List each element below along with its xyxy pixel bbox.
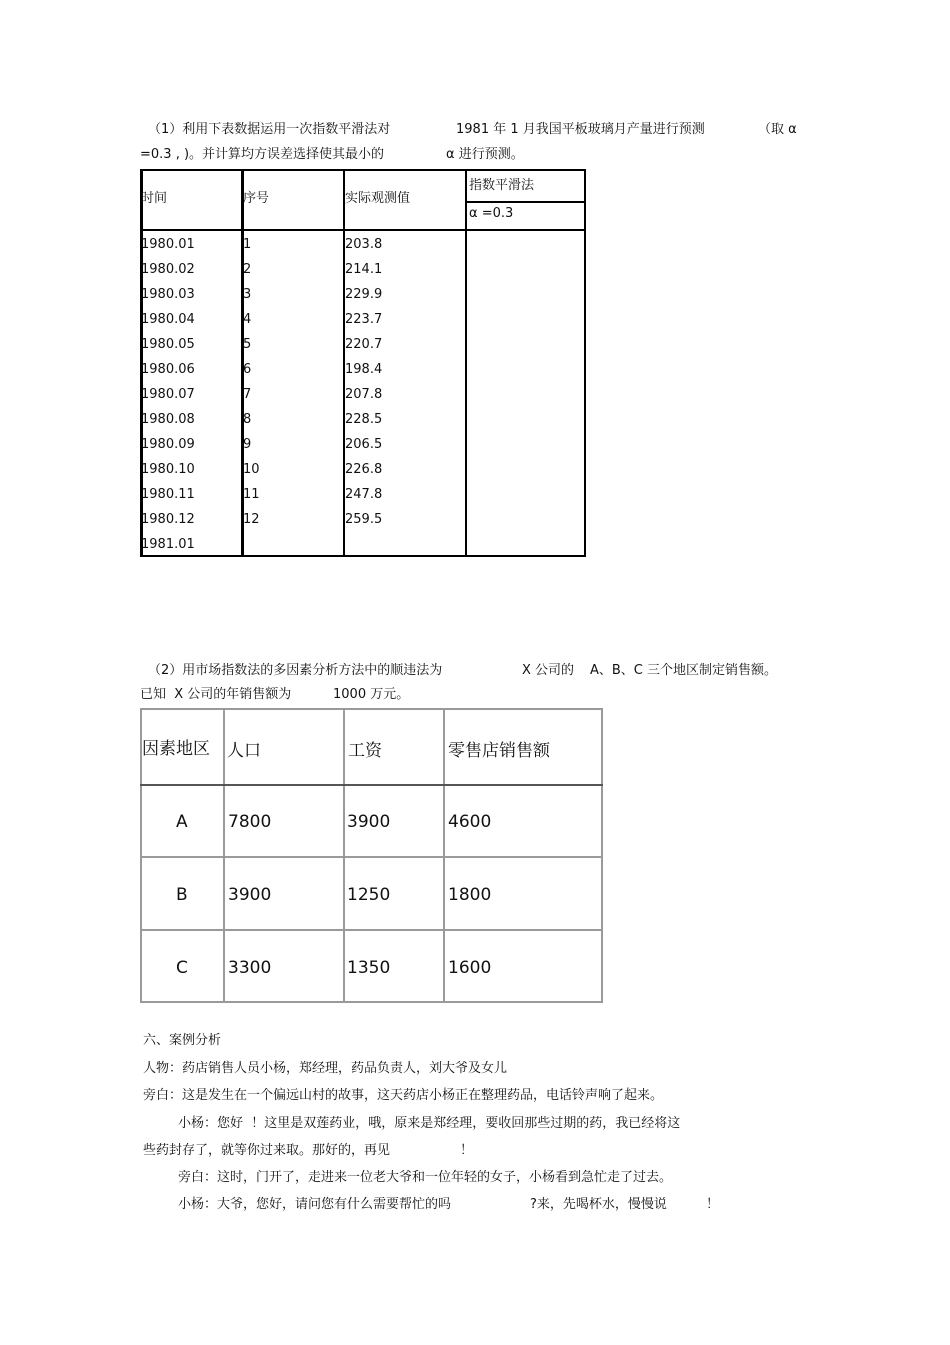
actual-value-cell: 228.5 — [345, 412, 383, 427]
case-dialogue-1b: 些药封存了，就等你过来取。那好的，再见 — [143, 1143, 391, 1158]
time-cell: 1980.10 — [141, 462, 195, 477]
population-cell: 7800 — [228, 812, 272, 832]
actual-value-cell: 223.7 — [345, 312, 383, 327]
seq-cell: 3 — [243, 287, 252, 302]
header-region: 因素地区 — [142, 739, 210, 759]
header-smoothing: 指数平滑法 — [469, 178, 535, 193]
seq-cell: 5 — [243, 337, 252, 352]
actual-value-cell: 207.8 — [345, 387, 383, 402]
header-retail-sales: 零售店销售额 — [448, 741, 550, 761]
seq-cell: 11 — [243, 487, 260, 502]
table-border — [140, 169, 586, 171]
header-population: 人口 — [227, 741, 261, 761]
sales-factor-table — [140, 708, 603, 1003]
case-dialogue-2b: ?来，先喝杯水，慢慢说 — [530, 1197, 667, 1212]
q1-text-line1-a: （1）利用下表数据运用一次指数平滑法对 — [148, 122, 391, 137]
q2-text-line1-c: A、B、C 三个地区制定销售额。 — [590, 663, 778, 678]
time-cell: 1980.01 — [141, 237, 195, 252]
time-cell: 1980.04 — [141, 312, 195, 327]
case-dialogue-2a: 小杨：大爷，您好，请问您有什么需要帮忙的吗 — [178, 1197, 452, 1212]
region-cell: A — [176, 812, 188, 832]
table-border — [140, 229, 586, 231]
header-time: 时间 — [141, 191, 168, 206]
time-cell: 1981.01 — [141, 537, 195, 552]
retail-sales-cell: 1600 — [448, 958, 492, 978]
table-border — [140, 708, 603, 710]
forecast-table — [140, 169, 586, 557]
q2-text-line2-b: 1000 万元。 — [333, 687, 410, 702]
wages-cell: 1350 — [347, 958, 391, 978]
seq-cell: 4 — [243, 312, 252, 327]
actual-value-cell: 220.7 — [345, 337, 383, 352]
time-cell: 1980.09 — [141, 437, 195, 452]
time-cell: 1980.02 — [141, 262, 195, 277]
q2-text-line1-a: （2）用市场指数法的多因素分析方法中的顺违法为 — [148, 663, 443, 678]
case-dialogue-1b-end: ！ — [460, 1143, 474, 1158]
table-border — [465, 201, 586, 203]
time-cell: 1980.12 — [141, 512, 195, 527]
region-cell: C — [176, 958, 188, 978]
seq-cell: 1 — [243, 237, 252, 252]
wages-cell: 3900 — [347, 812, 391, 832]
q2-text-line1-b: X 公司的 — [522, 663, 575, 678]
table-border — [584, 169, 586, 557]
actual-value-cell: 247.8 — [345, 487, 383, 502]
case-title: 六、案例分析 — [143, 1033, 222, 1048]
actual-value-cell: 259.5 — [345, 512, 383, 527]
wages-cell: 1250 — [347, 885, 391, 905]
time-cell: 1980.11 — [141, 487, 195, 502]
header-actual: 实际观测值 — [345, 191, 411, 206]
case-dialogue-1a: 小杨：您好 ！这里是双莲药业，哦，原来是郑经理，要收回那些过期的药，我已经将这 — [178, 1116, 681, 1131]
header-alpha: α =0.3 — [469, 206, 514, 221]
case-dialogue-2-end: ！ — [706, 1197, 720, 1212]
time-cell: 1980.07 — [141, 387, 195, 402]
seq-cell: 10 — [243, 462, 260, 477]
time-cell: 1980.05 — [141, 337, 195, 352]
table-border — [140, 784, 603, 786]
population-cell: 3900 — [228, 885, 272, 905]
time-cell: 1980.08 — [141, 412, 195, 427]
q2-text-line2-a: 已知 X 公司的年销售额为 — [140, 687, 292, 702]
retail-sales-cell: 1800 — [448, 885, 492, 905]
actual-value-cell: 203.8 — [345, 237, 383, 252]
case-characters: 人物：药店销售人员小杨，郑经理，药品负责人，刘大爷及女儿 — [143, 1061, 508, 1076]
seq-cell: 7 — [243, 387, 252, 402]
time-cell: 1980.03 — [141, 287, 195, 302]
seq-cell: 8 — [243, 412, 252, 427]
actual-value-cell: 198.4 — [345, 362, 383, 377]
header-seq: 序号 — [243, 191, 270, 206]
q1-text-line1-b: 1981 年 1 月我国平板玻璃月产量进行预测 — [456, 122, 705, 137]
actual-value-cell: 229.9 — [345, 287, 383, 302]
case-narration-1: 旁白：这是发生在一个偏远山村的故事，这天药店小杨正在整理药品，电话铃声响了起来。 — [143, 1088, 664, 1103]
seq-cell: 12 — [243, 512, 260, 527]
seq-cell: 2 — [243, 262, 252, 277]
seq-cell: 6 — [243, 362, 252, 377]
table-border — [140, 856, 603, 858]
table-border — [140, 1001, 603, 1003]
table-border — [140, 929, 603, 931]
q1-text-line2-a: =0.3 , )。并计算均方误差选择使其最小的 — [140, 147, 385, 162]
actual-value-cell: 226.8 — [345, 462, 383, 477]
actual-value-cell: 214.1 — [345, 262, 383, 277]
region-cell: B — [176, 885, 188, 905]
case-narration-2: 旁白：这时，门开了，走进来一位老大爷和一位年轻的女子，小杨看到急忙走了过去。 — [178, 1170, 673, 1185]
seq-cell: 9 — [243, 437, 252, 452]
q1-text-line1-c: （取 α — [758, 122, 797, 137]
population-cell: 3300 — [228, 958, 272, 978]
table-border — [465, 169, 467, 557]
header-wages: 工资 — [348, 741, 382, 761]
table-border — [140, 555, 586, 557]
time-cell: 1980.06 — [141, 362, 195, 377]
retail-sales-cell: 4600 — [448, 812, 492, 832]
q1-text-line2-b: α 进行预测。 — [446, 147, 524, 162]
actual-value-cell: 206.5 — [345, 437, 383, 452]
